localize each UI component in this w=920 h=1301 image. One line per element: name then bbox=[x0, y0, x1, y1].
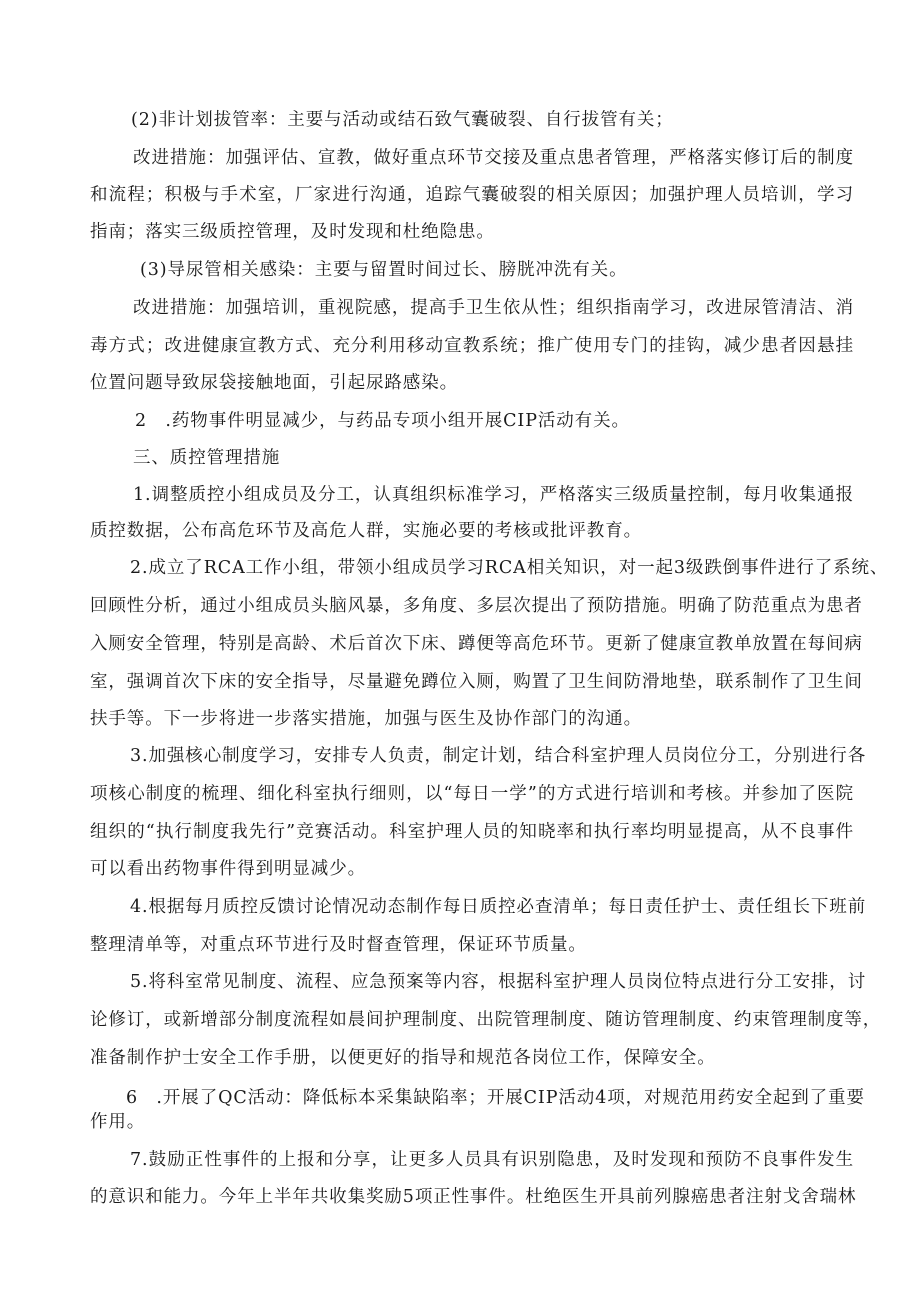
text-line: 回顾性分析，通过小组成员头脑风暴，多角度、多层次提出了预防措施。明确了防范重点为患者 bbox=[90, 596, 863, 616]
text-line: 质控数据，公布高危环节及高危人群，实施必要的考核或批评教育。 bbox=[90, 521, 642, 541]
text-line: 可以看出药物事件得到明显减少。 bbox=[90, 859, 366, 879]
text-line: 4.根据每月质控反馈讨论情况动态制作每日质控必查清单；每日责任护士、责任组长下班前 bbox=[130, 897, 867, 917]
text-line: 2 .药物事件明显减少，与药品专项小组开展CIP活动有关。 bbox=[135, 411, 630, 431]
text-line: 整理清单等，对重点环节进行及时督查管理，保证环节质量。 bbox=[90, 935, 587, 955]
text-line: 组织的“执行制度我先行”竞赛活动。科室护理人员的知晓率和执行率均明显提高，从不良事件 bbox=[90, 822, 854, 842]
text-line: 改进措施：加强评估、宣教，做好重点环节交接及重点患者管理，严格落实修订后的制度 bbox=[133, 148, 854, 168]
text-line: 的意识和能力。今年上半年共收集奖励5项正性事件。杜绝医生开具前列腺癌患者注射戈舍瑞林 bbox=[90, 1187, 857, 1207]
text-line: (3)导尿管相关感染：主要与留置时间过长、膀胱冲洗有关。 bbox=[140, 260, 628, 280]
text-line: 准备制作护士安全工作手册，以便更好的指导和规范各岗位工作，保障安全。 bbox=[90, 1048, 716, 1068]
text-line: 入厕安全管理，特别是高龄、术后首次下床、蹲便等高危环节。更新了健康宣教单放置在每间病 bbox=[90, 634, 863, 654]
text-line: 作用。 bbox=[90, 1112, 146, 1132]
text-line: 项核心制度的梳理、细化科室执行细则，以“每日一学”的方式进行培训和考核。并参加了医院 bbox=[90, 784, 854, 804]
section-heading: 三、质控管理措施 bbox=[133, 448, 281, 468]
text-line: 1.调整质控小组成员及分工，认真组织标准学习，严格落实三级质量控制，每月收集通报 bbox=[133, 485, 854, 505]
text-line: 3.加强核心制度学习，安排专人负责，制定计划，结合科室护理人员岗位分工，分别进行各 bbox=[130, 746, 867, 766]
text-line: 室，强调首次下床的安全指导，尽量避免蹲位入厕，购置了卫生间防滑地垫，联系制作了卫生间 bbox=[90, 672, 863, 692]
text-line: 论修订，或新增部分制度流程如晨间护理制度、出院管理制度、随访管理制度、约束管理制度等， bbox=[90, 1010, 882, 1030]
text-line: 指南；落实三级质控管理，及时发现和杜绝隐患。 bbox=[90, 222, 495, 242]
text-line: 扶手等。下一步将进一步落实措施，加强与医生及协作部门的沟通。 bbox=[90, 709, 642, 729]
text-line: 2.成立了RCA工作小组，带领小组成员学习RCA相关知识，对一起3级跌倒事件进行了系统、 bbox=[130, 558, 889, 578]
text-line: 改进措施：加强培训，重视院感，提高手卫生依从性；组织指南学习，改进尿管清洁、消 bbox=[133, 298, 854, 318]
text-line: (2)非计划拔管率：主要与活动或结石致气囊破裂、自行拔管有关； bbox=[131, 110, 674, 130]
text-line: 7.鼓励正性事件的上报和分享，让更多人员具有识别隐患，及时发现和预防不良事件发生 bbox=[130, 1150, 854, 1170]
text-line: 5.将科室常见制度、流程、应急预案等内容，根据科室护理人员岗位特点进行分工安排，讨 bbox=[130, 972, 867, 992]
text-line: 6 .开展了QC活动：降低标本采集缺陷率；开展CIP活动4项，对规范用药安全起到了重要 bbox=[126, 1088, 865, 1108]
text-line: 毒方式；改进健康宣教方式、充分利用移动宣教系统；推广使用专门的挂钩，减少患者因悬挂 bbox=[90, 336, 854, 356]
text-line: 位置问题导致尿袋接触地面，引起尿路感染。 bbox=[90, 373, 458, 393]
text-line: 和流程；积极与手术室，厂家进行沟通，追踪气囊破裂的相关原因；加强护理人员培训，学习 bbox=[90, 185, 854, 205]
